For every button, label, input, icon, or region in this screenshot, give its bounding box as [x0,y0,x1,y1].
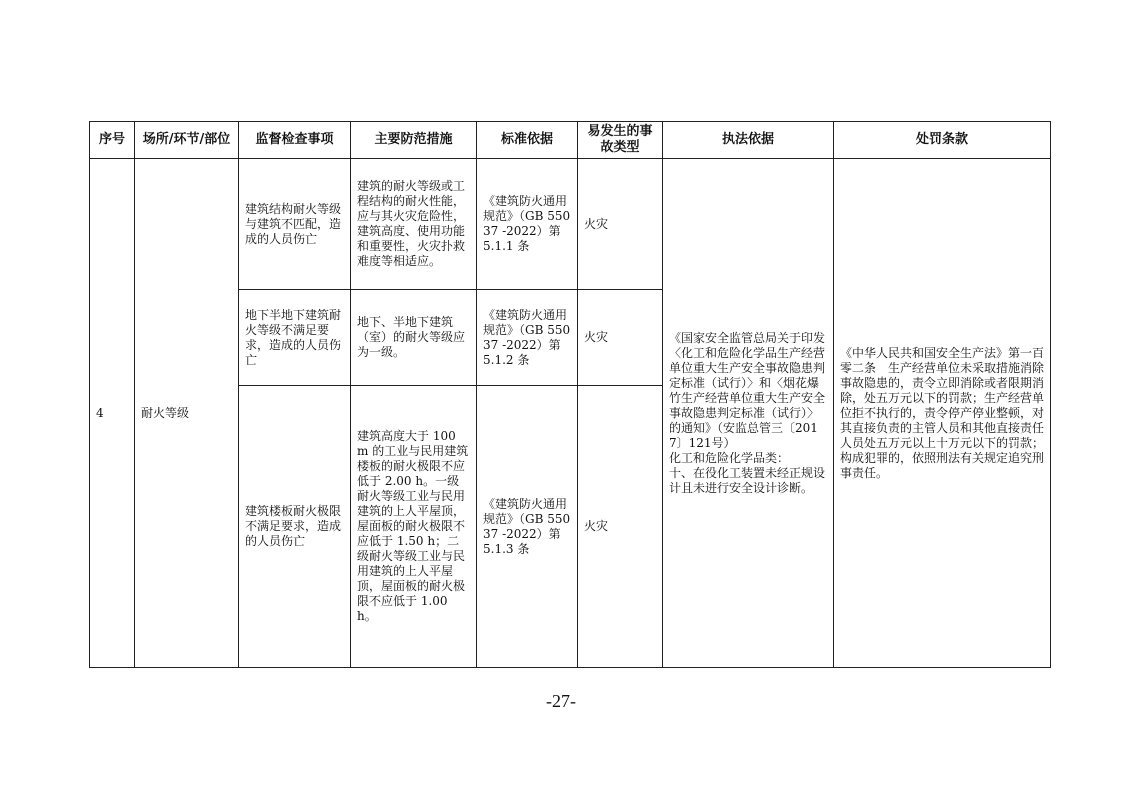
inspection-table [89,121,1051,668]
inspection-item: 地下半地下建筑耐火等级不满足要求，造成的人员伤亡 [239,290,351,386]
table-header-row [90,122,1051,159]
header-cell: 执法依据 [663,122,834,159]
inspection-item: 建筑结构耐火等级与建筑不匹配，造成的人员伤亡 [239,159,351,290]
standard-basis: 《建筑防火通用规范》（GB 55037 -2022）第 5.1.3 条 [477,386,578,668]
table-row [90,159,1051,290]
header-cell: 监督检查事项 [239,122,351,159]
accident-type: 火灾 [578,386,663,668]
standard-basis: 《建筑防火通用规范》（GB 55037 -2022）第 5.1.1 条 [477,159,578,290]
header-cell: 序号 [90,122,135,159]
header-cell: 主要防范措施 [351,122,477,159]
page-number: -27- [546,691,576,711]
legal-basis: 《国家安全监管总局关于印发〈化工和危险化学品生产经营单位重大生产安全事故隐患判定标准（试行）〉和〈烟花爆竹生产经营单位重大生产安全事故隐患判定标准（试行）〉的通知》（安监总管三〔2017〕121号） 化工和危险化学品类： 十、在役化工装置未经正规设计且未进行安全设计诊断。 [663,159,834,668]
header-cell: 易发生的事故类型 [578,122,663,159]
prevention-measures: 地下、半地下建筑（室）的耐火等级应为一级。 [351,290,477,386]
penalty-clause: 《中华人民共和国安全生产法》第一百零二条 生产经营单位未采取措施消除事故隐患的，责令立即消除或者限期消除，处五万元以下的罚款；生产经营单位拒不执行的，责令停产停业整顿，对其直接负责的主管人员和其他直接责任人员处五万元以上十万元以下的罚款；构成犯罪的，依照刑法有关规定追究刑事责任。 [834,159,1051,668]
header-cell: 处罚条款 [834,122,1051,159]
prevention-measures: 建筑高度大于 100 m 的工业与民用建筑楼板的耐火极限不应低于 2.00 h。一级耐火等级工业与民用建筑的上人平屋顶，屋面板的耐火极限不应低于 1.50 h；二级耐火等级工业与民用建筑的上人平屋顶，屋面板的耐火极限不应低于 1.00 h。 [351,386,477,668]
prevention-measures: 建筑的耐火等级或工程结构的耐火性能，应与其火灾危险性，建筑高度、使用功能和重要性，火灾扑救难度等相适应。 [351,159,477,290]
inspection-item: 建筑楼板耐火极限不满足要求，造成的人员伤亡 [239,386,351,668]
location-cell: 耐火等级 [135,159,239,668]
standard-basis: 《建筑防火通用规范》（GB 55037 -2022）第 5.1.2 条 [477,290,578,386]
accident-type: 火灾 [578,290,663,386]
header-cell: 标准依据 [477,122,578,159]
accident-type: 火灾 [578,159,663,290]
header-cell: 场所/环节/部位 [135,122,239,159]
row-number: 4 [90,159,135,668]
